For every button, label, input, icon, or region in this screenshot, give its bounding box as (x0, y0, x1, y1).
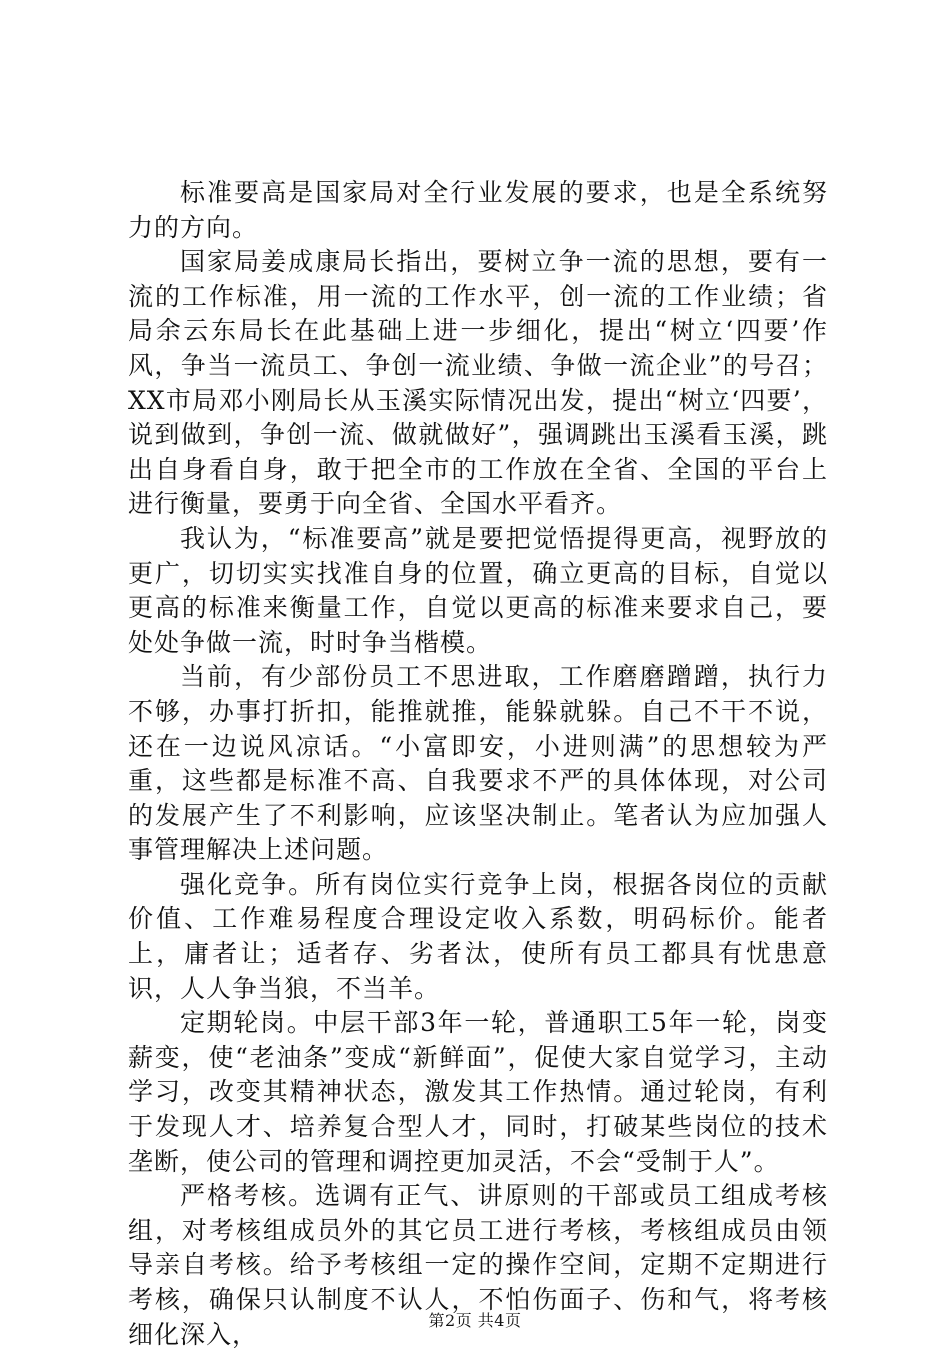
paragraph-standard-intro: 标准要高是国家局对全行业发展的要求，也是全系统努力的方向。 (128, 178, 828, 242)
paragraph-author-view: 我认为，“标准要高”就是要把觉悟提得更高，视野放的更广，切切实实找准自身的位置，确立更高的目标，自觉以更高的标准来衡量工作，自觉以更高的标准来要求自己，要处处争做一流，时时争当楷模。 (128, 523, 828, 657)
paragraph-current-problems: 当前，有少部份员工不思进取，工作磨磨蹭蹭，执行力不够，办事打折扣，能推就推，能躲就躲。自己不干不说，还在一边说风凉话。“小富即安，小进则满”的思想较为严重，这些都是标准不高、自我要求不严的具体体现，对公司的发展产生了不利影响，应该坚决制止。笔者认为应加强人事管理解决上述问题。 (128, 662, 828, 865)
document-body (128, 176, 828, 1352)
page-number-footer: 第2页 共4页 (428, 1311, 522, 1330)
paragraph-leaders-requirements: 国家局姜成康局长指出，要树立争一流的思想，要有一流的工作标准，用一流的工作水平，创一流的工作业绩；省局余云东局长在此基础上进一步细化，提出“树立‘四要’作风，争当一流员工、争创一流业绩、争做一流企业”的号召；XX市局邓小刚局长从玉溪实际情况出发，提出“树立‘四要’，说到做到，争创一流、做就做好”，强调跳出玉溪看玉溪，跳出自身看自身，敢于把全市的工作放在全省、全国的平台上进行衡量，要勇于向全省、全国水平看齐。 (128, 247, 828, 519)
paragraph-strict-assessment: 严格考核。选调有正气、讲原则的干部或员工组成考核组，对考核组成员外的其它员工进行考核，考核组成员由领导亲自考核。给予考核组一定的操作空间，定期不定期进行考核，确保只认制度不认人，不怕伤面子、伤和气，将考核细化深入， (128, 1181, 828, 1349)
paragraph-strengthen-competition: 强化竞争。所有岗位实行竞争上岗，根据各岗位的贡献价值、工作难易程度合理设定收入系数，明码标价。能者上，庸者让；适者存、劣者汰，使所有员工都具有忧患意识，人人争当狼，不当羊。 (128, 869, 828, 1003)
paragraph-job-rotation: 定期轮岗。中层干部3年一轮，普通职工5年一轮，岗变薪变，使“老油条”变成“新鲜面”，促使大家自觉学习，主动学习，改变其精神状态，激发其工作热情。通过轮岗，有利于发现人才、培养复合型人才，同时，打破某些岗位的技术垄断，使公司的管理和调控更加灵活，不会“受制于人”。 (128, 1008, 828, 1176)
